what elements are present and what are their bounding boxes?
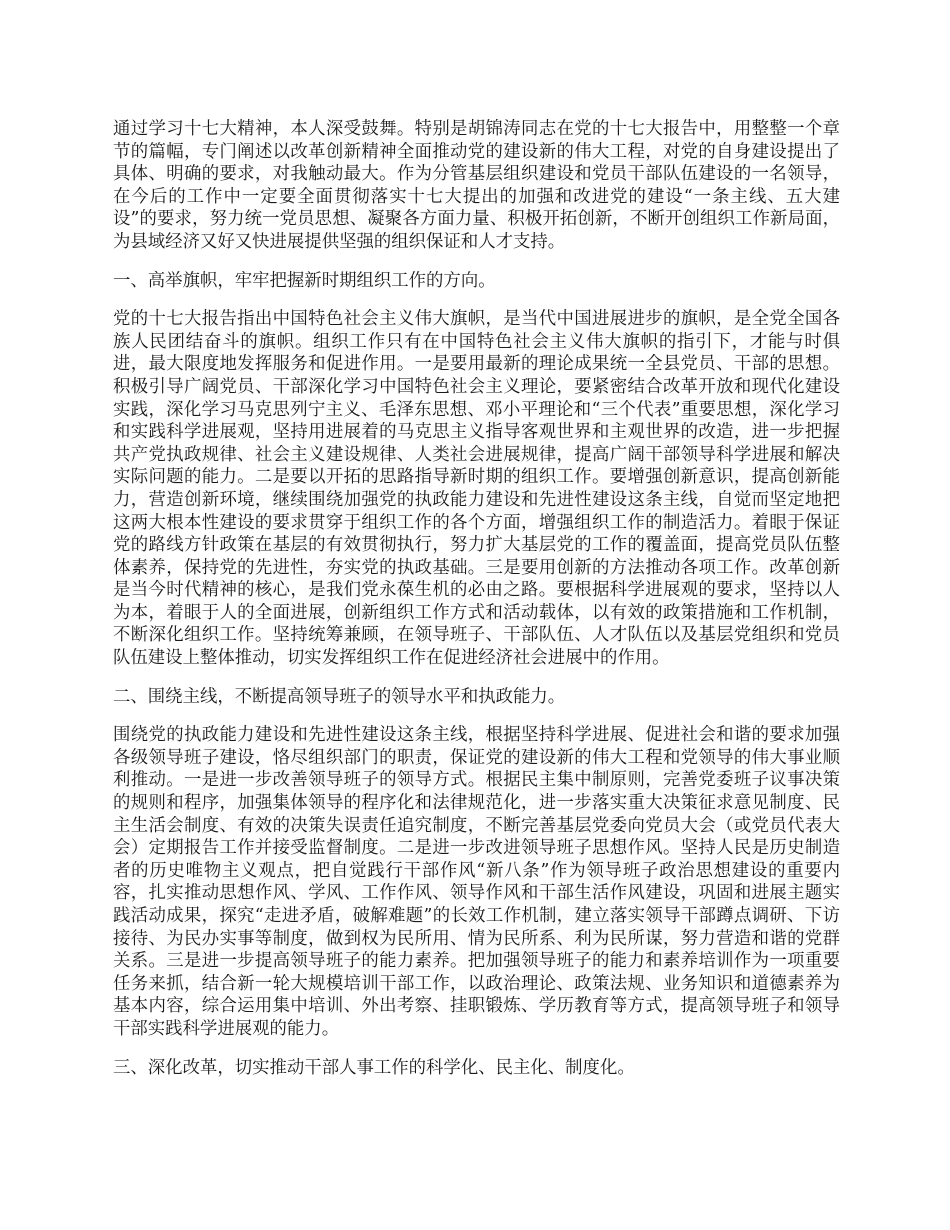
intro-paragraph: 通过学习十七大精神，本人深受鼓舞。特别是胡锦涛同志在党的十七大报告中，用整整一个章节的篇幅，专门阐述以改革创新精神全面推动党的建设新的伟大工程，对党的自身建设提出了具体、明确的要求，对我触动最大。作为分管基层组织建设和党员干部队伍建设的一名领导，在今后的工作中一定要全面贯彻落实十七大提出的加强和改进党的建设“一条主线、五大建设”的要求，努力统一党员思想、凝聚各方面力量、积极开拓创新，不断开创组织工作新局面，为县域经济又好又快进展提供坚强的组织保证和人才支持。 xyxy=(113,119,840,252)
section-heading-1: 一、高举旗帜，牢牢把握新时期组织工作的方向。 xyxy=(113,270,496,291)
section-heading-2: 二、围绕主线，不断提高领导班子的领导水平和执政能力。 xyxy=(113,686,566,707)
section-2-paragraph: 围绕党的执政能力建设和先进性建设这条主线，根据坚持科学进展、促进社会和谐的要求加强各级领导班子建设，恪尽组织部门的职责，保证党的建设新的伟大工程和党领导的伟大事业顺利推动。一是进一步改善领导班子的领导方式。根据民主集中制原则，完善党委班子议事决策的规则和程序，加强集体领导的程序化和法律规范化，进一步落实重大决策征求意见制度、民主生活会制度、有效的决策失误责任追究制度，不断完善基层党委向党员大会（或党员代表大会）定期报告工作并接受监督制度。二是进一步改进领导班子思想作风。坚持人民是历史制造者的历史唯物主义观点，把自觉践行干部作风“新八条”作为领导班子政治思想建设的重要内容，扎实推动思想作风、学风、工作作风、领导作风和干部生活作风建设，巩固和进展主题实践活动成果，探究“走进矛盾，破解难题”的长效工作机制，建立落实领导干部蹲点调研、下访接待、为民办实事等制度，做到权为民所用、情为民所系、利为民所谋，努力营造和谐的党群关系。三是进一步提高领导班子的能力素养。把加强领导班子的能力和素养培训作为一项重要任务来抓，结合新一轮大规模培训干部工作，以政治理论、政策法规、业务知识和道德素养为基本内容，综合运用集中培训、外出考察、挂职锻炼、学历教育等方式，提高领导班子和领导干部实践科学进展观的能力。 xyxy=(113,725,840,1039)
document-page xyxy=(113,118,840,1095)
section-1-paragraph: 党的十七大报告指出中国特色社会主义伟大旗帜，是当代中国进展进步的旗帜，是全党全国各族人民团结奋斗的旗帜。组织工作只有在中国特色社会主义伟大旗帜的指引下，才能与时俱进，最大限度地发挥服务和促进作用。一是要用最新的理论成果统一全县党员、干部的思想。积极引导广阔党员、干部深化学习中国特色社会主义理论，要紧密结合改革开放和现代化建设实践，深化学习马克思列宁主义、毛泽东思想、邓小平理论和“三个代表”重要思想，深化学习和实践科学进展观，坚持用进展着的马克思主义指导客观世界和主观世界的改造，进一步把握共产党执政规律、社会主义建设规律、人类社会进展规律，提高广阔干部领导科学进展和解决实际问题的能力。二是要以开拓的思路指导新时期的组织工作。要增强创新意识，提高创新能力，营造创新环境，继续围绕加强党的执政能力建设和先进性建设这条主线，自觉而坚定地把这两大根本性建设的要求贯穿于组织工作的各个方面，增强组织工作的制造活力。着眼于保证党的路线方针政策在基层的有效贯彻执行，努力扩大基层党的工作的覆盖面，提高党员队伍整体素养，保持党的先进性，夯实党的执政基础。三是要用创新的方法推动各项工作。改革创新是当今时代精神的核心，是我们党永葆生机的必由之路。要根据科学进展观的要求，坚持以人为本，着眼于人的全面进展，创新组织工作方式和活动载体，以有效的政策措施和工作机制，不断深化组织工作。坚持统筹兼顾，在领导班子、干部队伍、人才队伍以及基层党组织和党员队伍建设上整体推动，切实发挥组织工作在促进经济社会进展中的作用。 xyxy=(113,309,840,669)
section-heading-3: 三、深化改革，切实推动干部人事工作的科学化、民主化、制度化。 xyxy=(113,1057,635,1078)
